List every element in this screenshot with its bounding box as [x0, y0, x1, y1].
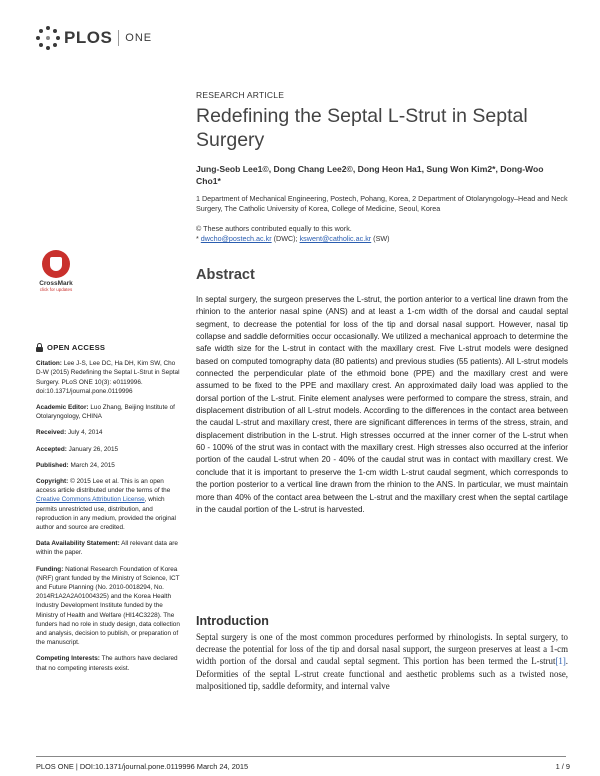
- data-availability-text: All relevant data are within the paper.: [36, 540, 178, 557]
- author-notes: [196, 224, 576, 244]
- article-type: RESEARCH ARTICLE: [196, 90, 285, 100]
- crossmark-label: CrossMark: [39, 280, 73, 287]
- page-number: 1 / 9: [555, 762, 570, 771]
- email-tag-2: (SW): [371, 234, 390, 243]
- logo-plos-text: PLOS: [64, 28, 113, 47]
- editor-text: Luo Zhang, Beijing Institute of Otolaryngology, CHINA: [36, 404, 175, 421]
- introduction-text-a: Septal surgery is one of the most common procedures performed by rhinologists. In septal surgery, to decrease the potential for loss of the tip and dorsal nasal support, the surgeon preserves at least a 1-cm width portion of the dorsal and caudal septal segment. This portion has been termed the L-strut: [196, 632, 568, 667]
- license-link[interactable]: Creative Commons Attribution License: [36, 496, 145, 504]
- correspondence-note: [196, 234, 576, 244]
- citation-block: [36, 359, 182, 396]
- published-block: [36, 461, 182, 470]
- abstract-heading: Abstract: [196, 267, 255, 283]
- data-availability-block: [36, 539, 182, 557]
- crossmark-icon: [42, 250, 70, 278]
- logo-journal-text: ONE: [125, 32, 153, 44]
- crossmark-button[interactable]: [36, 250, 76, 292]
- introduction-text: [196, 631, 568, 692]
- footer-citation: PLOS ONE | DOI:10.1371/journal.pone.0119996 March 24, 2015: [36, 762, 249, 771]
- email-link-kswent[interactable]: kswent@catholic.ac.kr: [299, 234, 372, 243]
- received-label: Received:: [36, 429, 67, 437]
- plos-one-logo: [36, 26, 152, 50]
- funding-text: National Research Foundation of Korea (NRF) grant funded by the Ministry of Science, ICT and Future Planning (No. 2010-0018294, No. 2014R1A2A2A01004325) and the Korea Health Industry Development Institute funded by the Ministry of Health and Welfare (HI14C3228). The funders had no role in study design, data collection and analysis, decision to publish, or preparation of the manuscript.: [36, 565, 180, 647]
- competing-interests-label: Competing Interests:: [36, 655, 100, 663]
- received-block: [36, 428, 182, 437]
- funding-label: Funding:: [36, 565, 64, 573]
- logo-divider: [118, 30, 119, 46]
- affiliations: 1 Department of Mechanical Engineering, Postech, Pohang, Korea, 2 Department of Otolaryngology–Head and Neck Surgery, The Catholic University of Korea, College of Medicine, Seoul, Korea: [196, 194, 568, 213]
- funding-block: [36, 565, 182, 648]
- reference-link-1[interactable]: [1]: [555, 656, 566, 667]
- author-list: Jung-Seob Lee1©, Dong Chang Lee2©, Dong Heon Ha1, Sung Won Kim2*, Dong-Woo Cho1*: [196, 164, 544, 186]
- competing-interests-block: [36, 654, 182, 672]
- editor-label: Academic Editor:: [36, 404, 89, 412]
- copyright-text-a: © 2015 Lee et al. This is an open access article distributed under the terms of the: [36, 478, 171, 495]
- open-access-label: OPEN ACCESS: [47, 343, 106, 352]
- copyright-label: Copyright:: [36, 478, 69, 486]
- citation-text: Lee J-S, Lee DC, Ha DH, Kim SW, Cho D-W (2015) Redefining the Septal L-Strut in Septal Surgery. PLoS ONE 10(3): e0119996. doi:10.1371/journal.pone.0119996: [36, 360, 180, 395]
- footer-divider: [36, 756, 566, 757]
- open-lock-icon: [36, 343, 43, 352]
- data-availability-label: Data Availability Statement:: [36, 540, 120, 548]
- introduction-text-b: . Deformities of the septal L-strut create functional and aesthetic problems such as a twisted nose, malpositioned tip, saddle deformity, and internal valve: [196, 656, 568, 691]
- abstract-text: In septal surgery, the surgeon preserves the L-strut, the portion anterior to a vertical line drawn from the rhinion to the anterior nasal spine (ANS) and at least a 1-cm width of the dorsal and caudal septal segment, to decrease the potential for loss of the tip and dorsal nasal support. However, nasal tip collapse and saddle deformities occur occasionally. We utilized a mechanical approach to determine the safe width size for the L-strut in contact with the maxillary crest. Five L-strut models were designed based on computed tomography data (80 patients) and previous studies (55 patients). All L-strut models connected the perpendicular plate of the ethmoid bone (PPE) and the maxillary crest and were assumed to be fixed to the PPE and maxillary crest. An approximated daily load was applied to the dorsal portion of the L-strut. Finite element analyses were performed to compare the stress, strain, and displacement distribution of all L-strut models. According to the differences in the contact area between the caudal L-strut and maxillary crest, there are significant differences in terms of the stress, strain, and displacement distribution in the L-strut. High stresses occurred at the inner corner of the L-strut when 60 - 100% of the strut was in contact with the maxillary crest. High stresses also occurred at the inferior portion of the caudal L-strut when 20 - 40% of the caudal strut was in contact with maxillary crest. We conclude that it is important to preserve the 1-cm width L-strut caudal segment, which corresponds to the portion posterior to a vertical line drawn from the rhinion to the ANS. In particular, we must maintain more than 40% of the contact area between the L-strut and the maxillary crest when the septal cartilage in the caudal portion of the L-strut is harvested.: [196, 295, 568, 514]
- open-access-badge: [36, 343, 182, 352]
- accepted-label: Accepted:: [36, 445, 67, 453]
- citation-label: Citation:: [36, 360, 62, 368]
- published-label: Published:: [36, 461, 69, 469]
- email-link-dwcho[interactable]: dwcho@postech.ac.kr: [200, 234, 272, 243]
- equal-contribution-note: © These authors contributed equally to this work.: [196, 224, 352, 233]
- email-tag-1: (DWC);: [271, 234, 300, 243]
- star-mark: *: [196, 234, 201, 243]
- editor-block: [36, 403, 182, 421]
- plos-dots-icon: [36, 26, 60, 50]
- accepted-date: January 26, 2015: [66, 445, 119, 453]
- accepted-block: [36, 445, 182, 454]
- article-title: Redefining the Septal L-Strut in Septal Surgery: [196, 105, 528, 151]
- article-info-sidebar: [36, 343, 182, 680]
- introduction-heading: Introduction: [196, 614, 269, 628]
- crossmark-sublabel: click for updates: [39, 287, 73, 292]
- competing-interests-text: The authors have declared that no competing interests exist.: [36, 655, 178, 672]
- published-date: March 24, 2015: [68, 461, 115, 469]
- copyright-block: [36, 477, 182, 532]
- received-date: July 4, 2014: [66, 429, 103, 437]
- copyright-text-b: , which permits unrestricted use, distribution, and reproduction in any medium, provided the original author and source are credited.: [36, 496, 176, 532]
